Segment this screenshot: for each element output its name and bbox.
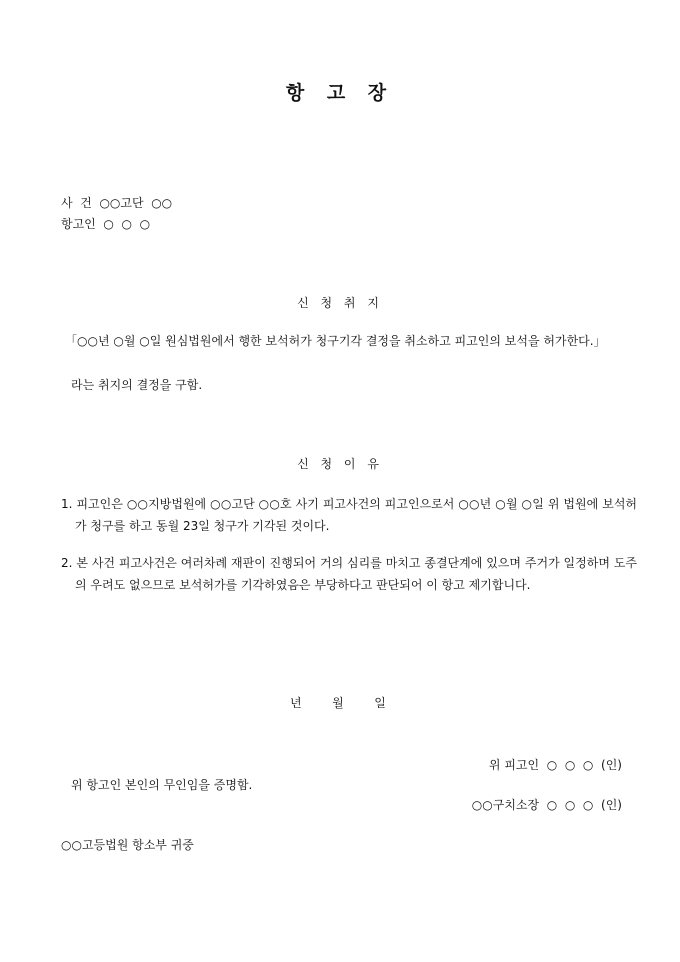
reason-item-2: 2. 본 사건 피고사건은 여러차례 재판이 진행되어 거의 심리를 마치고 종결단계에 있으며 주거가 일정하며 도주의 우려도 없으므로 보석허가를 기각하였음은 부당하다고 판단되어 이 항고 제기합니다. (61, 556, 637, 592)
defendant-signature: 위 피고인 ○ ○ ○ (인) (488, 758, 622, 772)
reason-heading: 신 청 이 유 (297, 457, 383, 471)
case-number-line: 사 건 ○○고단 ○○ (61, 196, 173, 210)
certification-text: 위 항고인 본인의 무인임을 증명함. (71, 778, 253, 792)
appellant-line: 항고인 ○ ○ ○ (61, 217, 151, 231)
purpose-tail: 라는 취지의 결정을 구함. (71, 378, 203, 392)
reason-item-1: 1. 피고인은 ○○지방법원에 ○○고단 ○○호 사기 피고사건의 피고인으로서 ○○년 ○월 ○일 위 법원에 보석허가 청구를 하고 동월 23일 청구가 기각된 것이다. (61, 497, 637, 533)
document-title: 항 고 장 (285, 82, 395, 104)
addressee-line: ○○고등법원 항소부 귀중 (61, 838, 194, 852)
warden-signature: ○○구치소장 ○ ○ ○ (인) (471, 798, 622, 812)
date-line: 년 월 일 (290, 696, 386, 710)
purpose-text: 「○○년 ○월 ○일 원심법원에서 행한 보석허가 청구기각 결정을 취소하고 피고인의 보석을 허가한다.」 (65, 334, 606, 348)
purpose-heading: 신 청 취 지 (297, 296, 383, 310)
